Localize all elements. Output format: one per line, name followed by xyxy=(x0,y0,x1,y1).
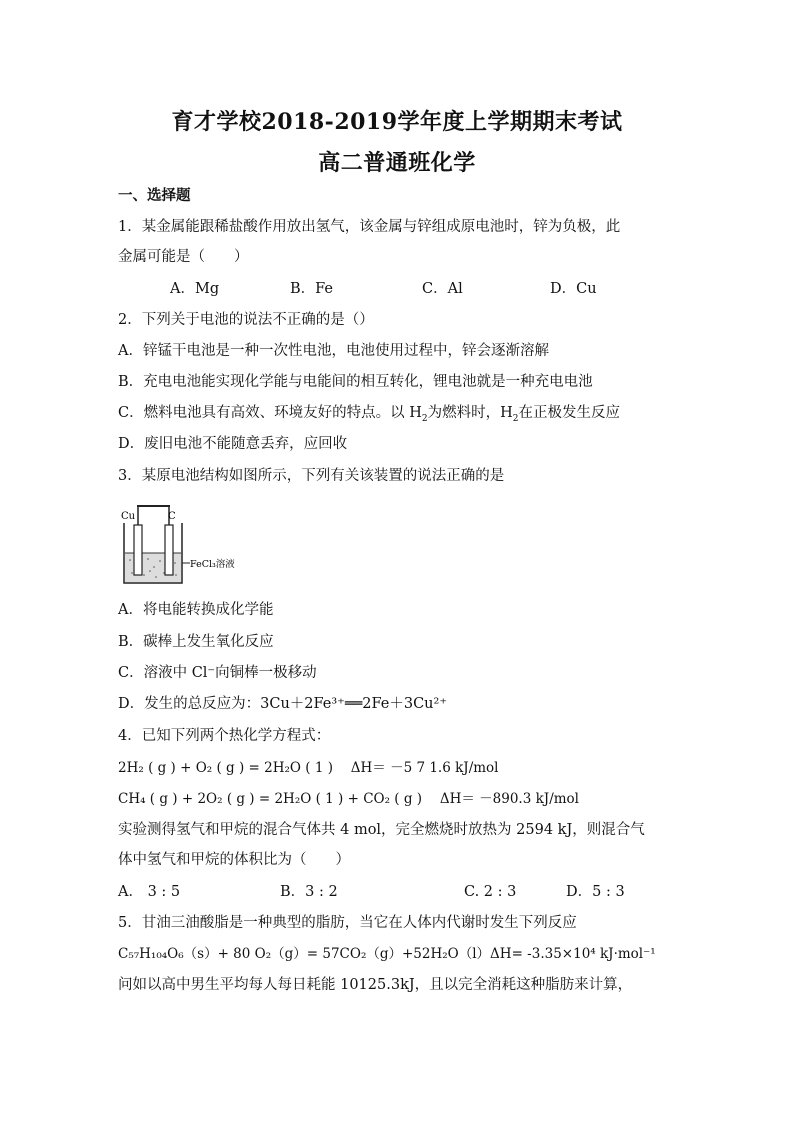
q3-option-a: A．将电能转换成化学能 xyxy=(118,602,274,618)
q3-option-c: C．溶液中 Cl⁻向铜棒一极移动 xyxy=(118,665,317,681)
q5-equation: C₅₇H₁₀₄O₆（s）+ 80 O₂（g）= 57CO₂（g）+52H₂O（l）ΔH= -3.35×10⁴ kJ·mol⁻¹ xyxy=(118,946,656,962)
q4-equation-2: CH₄ ( g ) + 2O₂ ( g ) = 2H₂O ( 1 ) + CO₂ ( g ) ΔH＝ －890.3 kJ/mol xyxy=(118,791,579,807)
q1-option-c: C．Al xyxy=(422,281,463,297)
q5-text: 问如以高中男生平均每人每日耗能 10125.3kJ，且以完全消耗这种脂肪来计算， xyxy=(118,977,633,993)
q1-option-a: A．Mg xyxy=(170,281,220,297)
q2-option-b: B．充电电池能实现化学能与电能间的相互转化，锂电池就是一种充电电池 xyxy=(118,374,593,390)
q1-option-b: B．Fe xyxy=(290,281,334,297)
q4-equation-1: 2H₂ ( g ) + O₂ ( g ) = 2H₂O ( 1 ) ΔH＝ －5 7 1.6 kJ/mol xyxy=(118,760,499,776)
section-heading: 一、选择题 xyxy=(118,187,191,204)
cu-electrode xyxy=(134,525,142,575)
q1-option-d: D．Cu xyxy=(550,281,597,297)
page-title: 育才学校2018-2019学年度上学期期末考试 xyxy=(171,109,623,135)
c-label: C xyxy=(168,511,176,522)
q4-option-d: D．5 : 3 xyxy=(566,884,625,900)
cu-label: Cu xyxy=(121,511,136,522)
q3-stem: 3．某原电池结构如图所示，下列有关该装置的说法正确的是 xyxy=(118,468,505,484)
carbon-electrode xyxy=(165,525,173,575)
q4-stem: 4．已知下列两个热化学方程式： xyxy=(118,728,331,744)
q4-option-c: C. 2 : 3 xyxy=(464,884,517,900)
q2-stem: 2．下列关于电池的说法不正确的是（） xyxy=(118,312,374,328)
q4-text-line2: 体中氢气和甲烷的体积比为（ ） xyxy=(118,852,350,868)
q3-option-b: B．碳棒上发生氧化反应 xyxy=(118,634,274,650)
q4-option-b: B．3 : 2 xyxy=(280,884,338,900)
q1-stem-line2: 金属可能是（ ） xyxy=(118,249,249,265)
q2-option-d: D．废旧电池不能随意丢弃，应回收 xyxy=(118,436,348,452)
q2-option-a: A．锌锰干电池是一种一次性电池，电池使用过程中，锌会逐渐溶解 xyxy=(118,343,549,359)
page-subtitle: 高二普通班化学 xyxy=(318,150,476,176)
q4-option-a: A． 3 : 5 xyxy=(118,884,181,900)
q5-stem: 5．甘油三油酸脂是一种典型的脂肪，当它在人体内代谢时发生下列反应 xyxy=(118,915,577,931)
q2-option-c: C．燃料电池具有高效、环境友好的特点。以 $H_2$为燃料时，$H_2$在正极发生反应 xyxy=(118,405,620,424)
galvanic-cell-diagram xyxy=(120,505,250,590)
q3-option-d: D．发生的总反应为：3Cu＋2Fe³⁺══2Fe＋3Cu²⁺ xyxy=(118,696,447,712)
solution-label: FeCl₃溶液 xyxy=(190,559,235,570)
q1-stem-line1: 1．某金属能跟稀盐酸作用放出氢气，该金属与锌组成原电池时，锌为负极，此 xyxy=(118,219,621,235)
q4-text-line1: 实验测得氢气和甲烷的混合气体共 4 mol，完全燃烧时放热为 2594 kJ，则混合气 xyxy=(118,822,645,838)
